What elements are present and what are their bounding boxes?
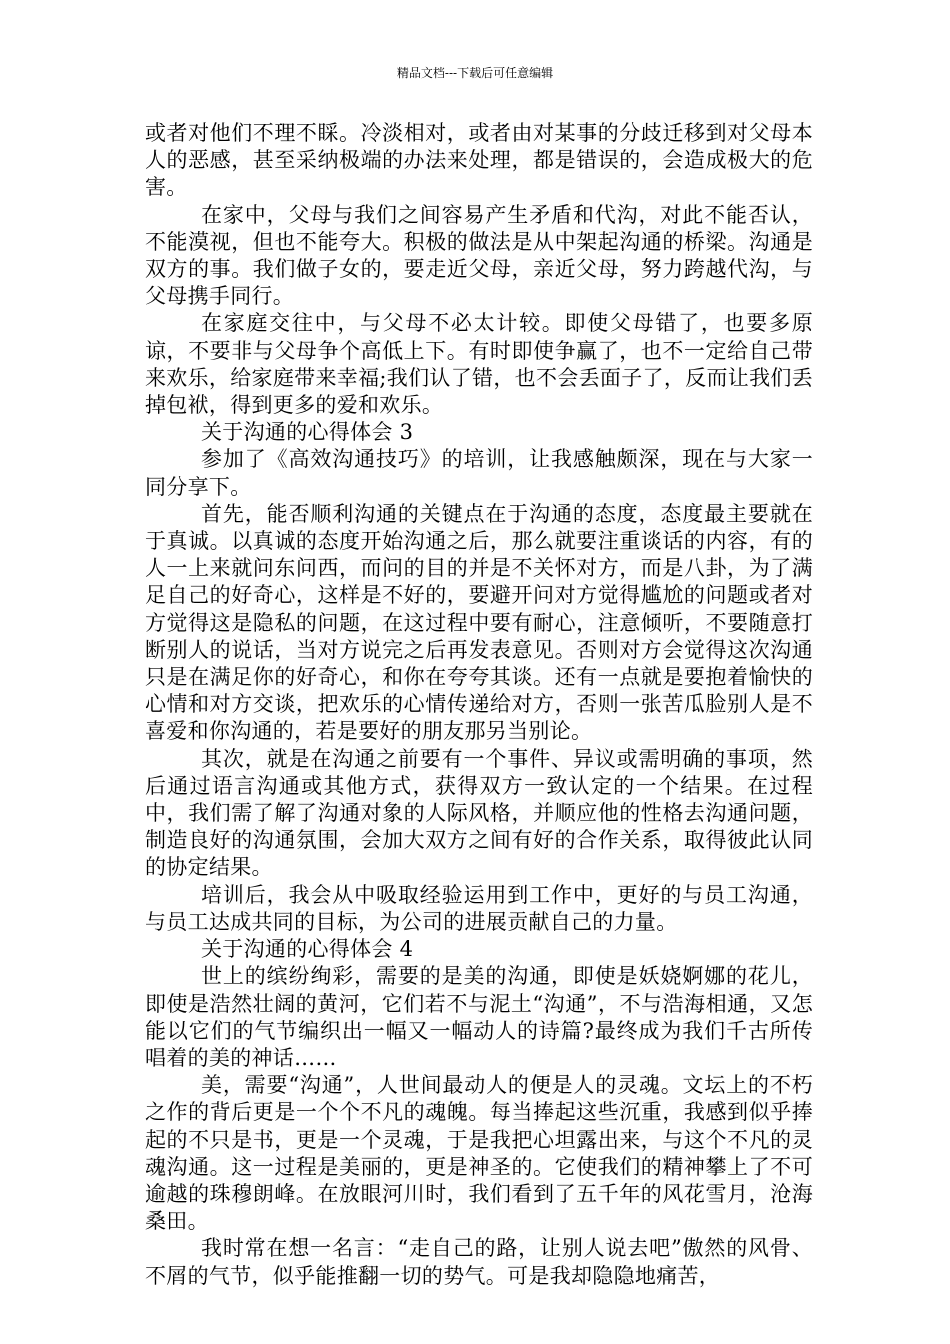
paragraph: 首先，能否顺利沟通的关键点在于沟通的态度，态度最主要就在于真诚。以真诚的态度开始沟通之后，那么就要注重谈话的内容，有的人一上来就问东问西，而问的目的并是不关怀对方，而是八卦，为了满足自己的好奇心，这样是不好的，要避开问对方觉得尴尬的问题或者对方觉得这是隐私的问题，在这过程中要有耐心，注意倾听，不要随意打断别人的说话，当对方说完之后再发表意见。否则对方会觉得这次沟通只是在满足你的好奇心，和你在夸夸其谈。还有一点就是要抱着愉快的心情和对方交谈，把欢乐的心情传递给对方，否则一张苦瓜脸别人是不喜爱和你沟通的，若是要好的朋友那另当别论。 — [145, 501, 813, 744]
paragraph: 在家中，父母与我们之间容易产生矛盾和代沟，对此不能否认，不能漠视，但也不能夸大。积极的做法是从中架起沟通的桥梁。沟通是双方的事。我们做子女的，要走近父母，亲近父母，努力跨越代沟，与父母携手同行。 — [145, 202, 813, 309]
paragraph: 在家庭交往中，与父母不必太计较。即使父母错了，也要多原谅，不要非与父母争个高低上下。有时即使争赢了，也不一定给自己带来欢乐，给家庭带来幸福;我们认了错，也不会丢面子了，反而让我们丢掉包袱，得到更多的爱和欢乐。 — [145, 311, 813, 418]
paragraph: 或者对他们不理不睬。冷淡相对，或者由对某事的分歧迁移到对父母本人的恶感，甚至采纳极端的办法来处理，都是错误的，会造成极大的危害。 — [145, 121, 813, 200]
paragraph: 参加了《高效沟通技巧》的培训，让我感触颇深，现在与大家一同分享下。 — [145, 447, 813, 499]
section-heading: 关于沟通的心得体会 4 — [201, 937, 414, 962]
paragraph: 其次，就是在沟通之前要有一个事件、异议或需明确的事项，然后通过语言沟通或其他方式，获得双方一致认定的一个结果。在过程中，我们需了解了沟通对象的人际风格，并顺应他的性格去沟通问题，制造良好的沟通氛围，会加大双方之间有好的合作关系，取得彼此认同的协定结果。 — [145, 746, 813, 880]
paragraph: 培训后，我会从中吸取经验运用到工作中，更好的与员工沟通，与员工达成共同的目标，为公司的进展贡献自己的力量。 — [145, 882, 813, 934]
section-heading: 关于沟通的心得体会 3 — [201, 420, 414, 445]
document-body — [145, 120, 813, 1290]
page-header: 精品文档---下载后可任意编辑 — [396, 66, 554, 80]
paragraph: 世上的缤纷绚彩，需要的是美的沟通，即使是妖娆婀娜的花儿，即使是浩然壮阔的黄河，它们若不与泥土“沟通”，不与浩海相通，又怎能以它们的气节编织出一幅又一幅动人的诗篇?最终成为我们千古所传唱着的美的神话…… — [145, 964, 813, 1070]
paragraph: 美，需要“沟通”，人世间最动人的便是人的灵魂。文坛上的不朽之作的背后更是一个个不凡的魂魄。每当捧起这些沉重，我感到似乎捧起的不只是书，更是一个灵魂，于是我把心坦露出来，与这个不凡的灵魂沟通。这一过程是美丽的，更是神圣的。它使我们的精神攀上了不可逾越的珠穆朗峰。在放眼河川时，我们看到了五千年的风花雪月，沧海桑田。 — [145, 1073, 813, 1234]
paragraph: 我时常在想一名言：“走自己的路，让别人说去吧”傲然的风骨、不屑的气节，似乎能推翻一切的势气。可是我却隐隐地痛苦， — [145, 1236, 813, 1288]
